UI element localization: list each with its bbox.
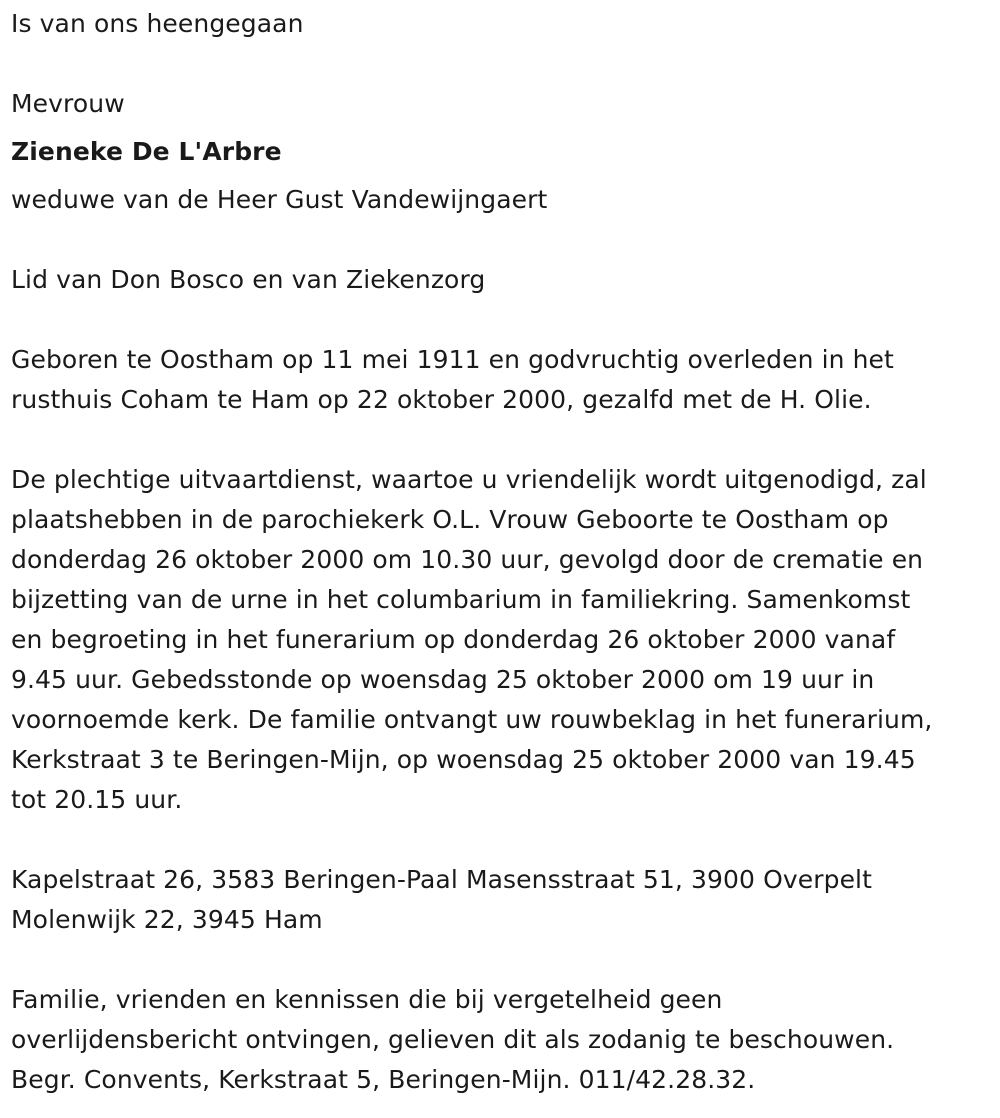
paragraph-line: bijzetting van de urne in het columbarium in familiekring. Samenkomst [11,585,911,614]
closing-paragraph [11,980,996,1100]
birth-death-paragraph [11,340,996,420]
spacer [11,300,996,340]
deceased-name: Zieneke De L'Arbre [11,137,282,166]
addresses-paragraph [11,860,996,940]
paragraph-line: Geboren te Oostham op 11 mei 1911 en godvruchtig overleden in het [11,345,894,374]
membership-text: Lid van Don Bosco en van Ziekenzorg [11,265,486,294]
service-paragraph [11,460,996,820]
spacer [11,172,996,180]
paragraph-line: tot 20.15 uur. [11,785,183,814]
address-line: Kapelstraat 26, 3583 Beringen-Paal Masensstraat 51, 3900 Overpelt [11,865,873,894]
paragraph-line: 9.45 uur. Gebedsstonde op woensdag 25 oktober 2000 om 19 uur in [11,665,875,694]
paragraph-line: en begroeting in het funerarium op donderdag 26 oktober 2000 vanaf [11,625,896,654]
spacer [11,940,996,980]
relation-text: weduwe van de Heer Gust Vandewijngaert [11,185,548,214]
address-line: Molenwijk 22, 3945 Ham [11,905,323,934]
spacer [11,124,996,132]
title-prefix: Mevrouw [11,89,125,118]
spacer [11,44,996,84]
paragraph-line: Begr. Convents, Kerkstraat 5, Beringen-Mijn. 011/42.28.32. [11,1065,756,1094]
paragraph-line: rusthuis Coham te Ham op 22 oktober 2000, gezalfd met de H. Olie. [11,385,872,414]
paragraph-line: De plechtige uitvaartdienst, waartoe u vriendelijk wordt uitgenodigd, zal [11,465,927,494]
obituary-notice [11,4,996,1100]
paragraph-line: plaatshebben in de parochiekerk O.L. Vrouw Geboorte te Oostham op [11,505,889,534]
paragraph-line: donderdag 26 oktober 2000 om 10.30 uur, gevolgd door de crematie en [11,545,924,574]
spacer [11,220,996,260]
paragraph-line: Kerkstraat 3 te Beringen-Mijn, op woensdag 25 oktober 2000 van 19.45 [11,745,916,774]
intro-text: Is van ons heengegaan [11,9,304,38]
spacer [11,820,996,860]
paragraph-line: overlijdensbericht ontvingen, gelieven dit als zodanig te beschouwen. [11,1025,895,1054]
spacer [11,420,996,460]
paragraph-line: voornoemde kerk. De familie ontvangt uw rouwbeklag in het funerarium, [11,705,933,734]
paragraph-line: Familie, vrienden en kennissen die bij vergetelheid geen [11,985,723,1014]
